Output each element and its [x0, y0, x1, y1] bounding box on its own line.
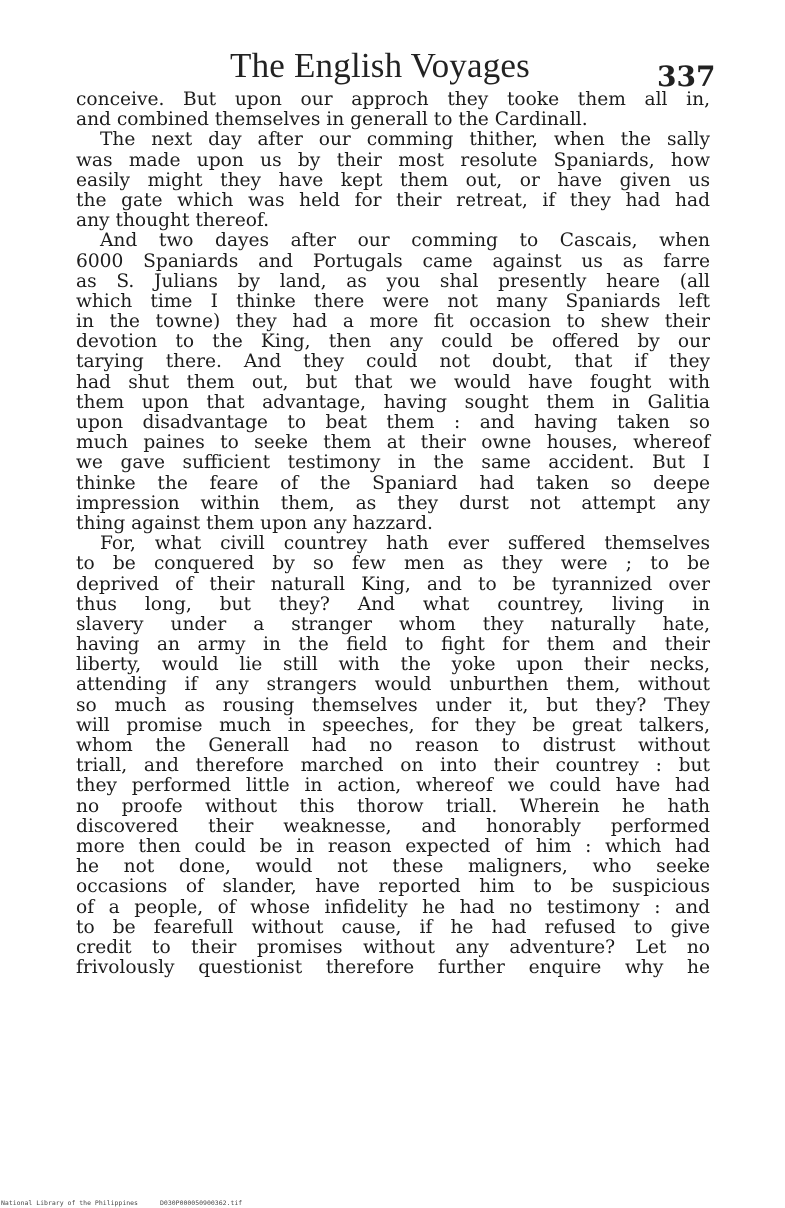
text-line: he not done, would not these maligners, who seeke [76, 856, 710, 878]
running-title: The English Voyages [230, 46, 530, 85]
text-line: attending if any strangers would unburthen them, without [76, 674, 710, 696]
text-line: having an army in the field to fight for them and their [76, 634, 710, 656]
text-line: the gate which was held for their retreat, if they had had [76, 189, 710, 211]
text-line: easily might they have kept them out, or have given us [76, 169, 710, 191]
text-line: no proofe without this thorow triall. Wherein he hath [76, 795, 710, 817]
text-line: to be fearefull without cause, if he had refused to give [76, 916, 710, 938]
page-header [0, 44, 785, 93]
text-line: had shut them out, but that we would have fought with [76, 371, 710, 393]
text-line: liberty, would lie still with the yoke upon their necks, [76, 654, 710, 676]
text-line: will promise much in speeches, for they be great talkers, [76, 714, 710, 736]
body-text [76, 90, 710, 978]
text-line: more then could be in reason expected of him : which had [76, 835, 710, 857]
text-line: deprived of their naturall King, and to be tyrannized over [76, 573, 710, 595]
text-line: For, what civill countrey hath ever suffered themselves [100, 533, 710, 555]
text-line: credit to their promises without any adventure? Let no [76, 936, 710, 958]
text-line: triall, and therefore marched on into their countrey : but [76, 755, 710, 777]
scan-filename: D030P000050900362.tif [160, 1199, 243, 1207]
text-line: as S. Julians by land, as you shal presently heare (all [76, 270, 710, 292]
text-line: thinke the feare of the Spaniard had taken so deepe [76, 472, 710, 494]
text-line: thing against them upon any hazzard. [76, 512, 433, 534]
text-line: occasions of slander, have reported him to be suspicious [76, 876, 710, 898]
text-line: of a people, of whose infidelity he had no testimony : and [76, 896, 710, 918]
text-line: tarying there. And they could not doubt, that if they [76, 351, 710, 373]
text-line: upon disadvantage to beat them : and having taken so [76, 412, 710, 433]
text-line: 6000 Spaniards and Portugals came against us as farre [76, 250, 710, 272]
library-credit: National Library of the Philippines [1, 1199, 138, 1207]
text-line: And two dayes after our comming to Cascais, when [100, 230, 710, 252]
text-line: thus long, but they? And what countrey, living in [76, 593, 710, 615]
text-line: The next day after our comming thither, when the sally [100, 129, 710, 151]
text-line: and combined themselves in generall to the Cardinall. [76, 109, 588, 131]
text-line: so much as rousing themselves under it, but they? They [76, 694, 710, 716]
page-number: 337 [657, 60, 716, 93]
text-line: was made upon us by their most resolute Spaniards, how [76, 149, 710, 171]
text-line: discovered their weaknesse, and honorably performed [76, 815, 710, 837]
text-line: whom the Generall had no reason to distrust without [76, 735, 710, 756]
text-line: impression within them, as they durst not attempt any [76, 492, 710, 514]
text-line: in the towne) they had a more fit occasion to shew their [76, 311, 710, 333]
text-line: to be conquered by so few men as they were ; to be [76, 553, 710, 575]
text-line: frivolously questionist therefore further enquire why he [76, 957, 710, 979]
text-line: them upon that advantage, having sought them in Galitia [76, 391, 710, 413]
text-line: they performed little in action, whereof we could have had [76, 775, 710, 797]
text-line: any thought thereof. [76, 210, 270, 232]
text-line: we gave sufficient testimony in the same accident. But I [76, 452, 710, 474]
text-line: much paines to seeke them at their owne houses, whereof [76, 432, 710, 454]
text-line: slavery under a stranger whom they naturally hate, [76, 613, 710, 635]
text-line: conceive. But upon our approch they tooke them all in, [76, 89, 710, 110]
text-line: devotion to the King, then any could be offered by our [76, 331, 710, 353]
text-line: which time I thinke there were not many Spaniards left [76, 290, 710, 312]
scan-footer [0, 1199, 785, 1208]
